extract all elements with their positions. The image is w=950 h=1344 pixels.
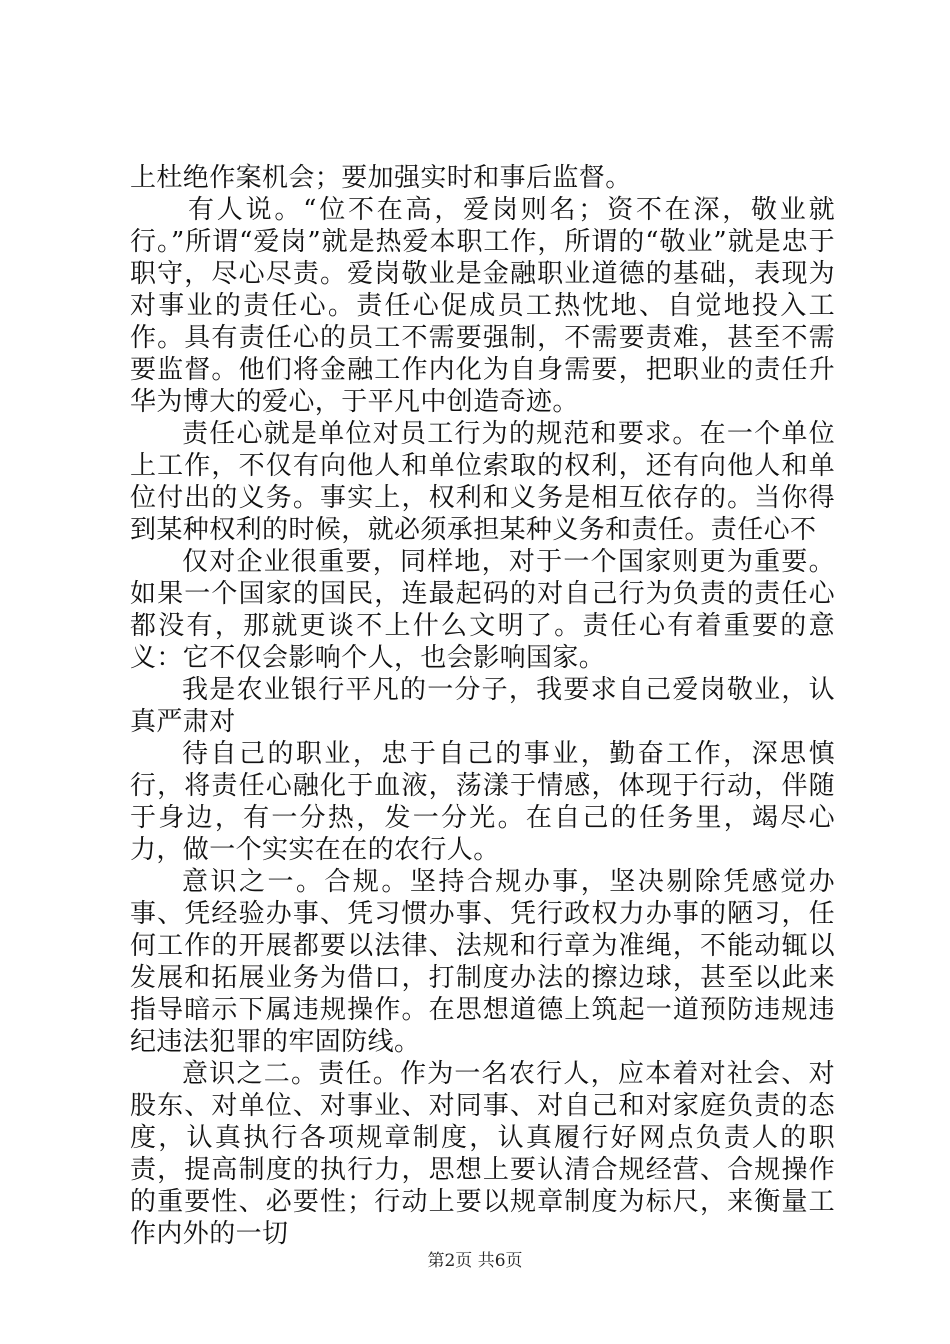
paragraph-nongye-yinhang: 我是农业银行平凡的一分子，我要求自己爱岗敬业，认真严肃对: [130, 675, 835, 737]
page-number-footer: 第2页 共6页: [427, 1251, 523, 1271]
paragraph-continuation: 上杜绝作案机会；要加强实时和事后监督。: [130, 163, 632, 193]
paragraph-zhiye: 待自己的职业，忠于自己的事业，勤奋工作，深思慎行，将责任心融化于血液，荡漾于情感，体现于行动，伴随于身边，有一分热，发一分光。在自己的任务里，竭尽心力，做一个实实在在的农行人。: [130, 739, 835, 865]
paragraph-yishi-hegui: 意识之一。合规。坚持合规办事，坚决剔除凭感觉办事、凭经验办事、凭习惯办事、凭行政权力办事的陋习，任何工作的开展都要以法律、法规和行章为准绳，不能动辄以发展和拓展业务为借口，打制度办法的擦边球，甚至以此来指导暗示下属违规操作。在思想道德上筑起一道预防违规违纪违法犯罪的牢固防线。: [130, 867, 835, 1057]
paragraph-yishi-zeren: 意识之二。责任。作为一名农行人，应本着对社会、对股东、对单位、对事业、对同事、对自己和对家庭负责的态度，认真执行各项规章制度，认真履行好网点负责人的职责，提高制度的执行力，思想上要认清合规经营、合规操作的重要性、必要性；行动上要以规章制度为标尺，来衡量工作内外的一切: [130, 1059, 835, 1249]
paragraph-aigang-jingye: 有人说。“位不在高，爱岗则名；资不在深，敬业就行。”所谓“爱岗”就是热爱本职工作，所谓的“敬业”就是忠于职守，尽心尽责。爱岗敬业是金融职业道德的基础，表现为对事业的责任心。责任心促成员工热忱地、自觉地投入工作。具有责任心的员工不需要强制，不需要责难，甚至不需要监督。他们将金融工作内化为自身需要，把职业的责任升华为博大的爱心，于平凡中创造奇迹。: [130, 195, 835, 417]
document-body: [130, 162, 835, 1250]
paragraph-zerenxin-guojia: 仅对企业很重要，同样地，对于一个国家则更为重要。如果一个国家的国民，连最起码的对自己行为负责的责任心都没有，那就更谈不上什么文明了。责任心有着重要的意义：它不仅会影响个人，也会影响国家。: [130, 547, 835, 673]
paragraph-zerenxin-guifan: 责任心就是单位对员工行为的规范和要求。在一个单位上工作，不仅有向他人和单位索取的权利，还有向他人和单位付出的义务。事实上，权利和义务是相互依存的。当你得到某种权利的时候，就必须承担某种义务和责任。责任心不: [130, 419, 835, 545]
